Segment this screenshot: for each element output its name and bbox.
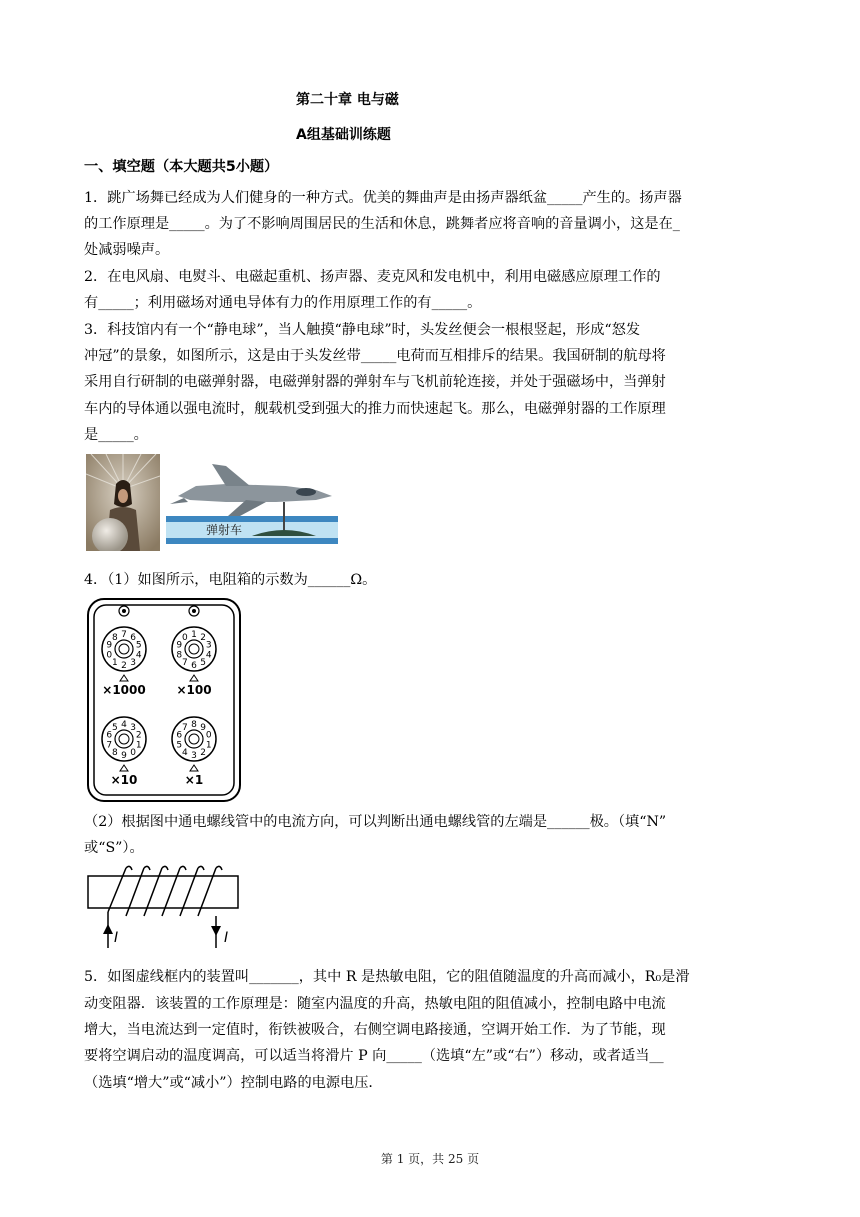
q3-line-5: 是_____。 bbox=[84, 427, 148, 443]
dial-digit: 0 bbox=[182, 632, 188, 643]
q4-part2-line-2: 或“S”）。 bbox=[84, 840, 144, 856]
dial-digit: 6 bbox=[130, 632, 136, 643]
dial-digit: 2 bbox=[200, 632, 206, 643]
q5-line-4: 要将空调启动的温度调高，可以适当将滑片 P 向_____（选填“左”或“右”）移动，或者适当__ bbox=[84, 1048, 664, 1064]
dial-digit: 8 bbox=[191, 720, 197, 730]
page-footer: 第 1 页，共 25 页 bbox=[380, 1152, 480, 1166]
dial-multiplier-label: ×1 bbox=[184, 773, 204, 787]
q1-line-2: 的工作原理是_____。为了不影响周围居民的生活和休息，跳舞者应将音响的音量调小，这是在_ bbox=[84, 216, 680, 232]
q2-line-2: 有_____；利用磁场对通电导体有力的作用原理工作的有_____。 bbox=[84, 295, 482, 311]
dial-digit: 7 bbox=[121, 630, 127, 640]
dial-digit: 5 bbox=[176, 740, 183, 751]
q4-part2-line-1: （2）根据图中通电螺线管中的电流方向，可以判断出通电螺线管的左端是______极。（填“N” bbox=[84, 814, 667, 830]
dial-digit: 1 bbox=[112, 658, 118, 669]
dial-digit: 6 bbox=[176, 730, 183, 741]
solenoid-diagram bbox=[86, 862, 246, 952]
dial-digit: 2 bbox=[200, 748, 206, 759]
dial-digit: 8 bbox=[176, 650, 183, 661]
dial-digit: 9 bbox=[176, 640, 183, 651]
section-title: 一、填空题（本大题共5小题） bbox=[84, 159, 279, 175]
q5-line-3: 增大，当电流达到一定值时，衔铁被吸合，右侧空调电路接通，空调开始工作．为了节能，现 bbox=[84, 1022, 666, 1038]
catapult-jet-photo bbox=[166, 460, 338, 548]
dial-digit: 3 bbox=[191, 751, 197, 761]
dial-digit: 7 bbox=[182, 658, 188, 669]
dial-digit: 1 bbox=[205, 740, 212, 751]
q5-line-5: （选填“增大”或“减小”）控制电路的电源电压． bbox=[84, 1075, 383, 1091]
q3-line-1: 3．科技馆内有一个“静电球”，当人触摸“静电球”时，头发丝便会一根根竖起，形成“怒发 bbox=[84, 322, 641, 338]
dial-digit: 1 bbox=[191, 630, 197, 640]
dial-digit: 4 bbox=[135, 650, 142, 661]
dial-digit: 3 bbox=[130, 722, 136, 733]
solenoid-core bbox=[88, 876, 238, 908]
dial-digit: 0 bbox=[130, 748, 136, 759]
dial-multiplier-label: ×100 bbox=[176, 683, 212, 697]
dial-digit: 5 bbox=[112, 722, 118, 733]
dial-digit: 6 bbox=[106, 730, 113, 741]
dial-digit: 5 bbox=[200, 658, 206, 669]
dial-multiplier-label: ×1000 bbox=[102, 683, 146, 697]
catapult-label: 弹射车 bbox=[206, 523, 243, 537]
dial-digit: 2 bbox=[135, 730, 142, 741]
q5-line-1: 5．如图虚线框内的装置叫_______，其中 R 是热敏电阻，它的阻值随温度的升高而减小，R₀是滑 bbox=[84, 969, 690, 985]
dial-digit: 7 bbox=[182, 722, 188, 733]
dial-digit: 8 bbox=[112, 632, 118, 643]
dial-digit: 9 bbox=[106, 640, 113, 651]
dial-digit: 2 bbox=[121, 661, 127, 671]
dial-digit: 1 bbox=[135, 740, 142, 751]
q1-line-1: 1．跳广场舞已经成为人们健身的一种方式。优美的舞曲声是由扬声器纸盆_____产生的。扬声器 bbox=[84, 190, 682, 206]
chapter-title: 第二十章 电与磁 bbox=[296, 92, 399, 108]
dial-digit: 3 bbox=[205, 640, 212, 651]
current-label-right: I bbox=[224, 930, 229, 946]
current-label-left: I bbox=[114, 930, 119, 946]
group-title: A组基础训练题 bbox=[296, 127, 391, 143]
dial-digit: 7 bbox=[106, 740, 113, 751]
dial-digit: 0 bbox=[106, 650, 113, 661]
static-ball-photo bbox=[86, 454, 160, 551]
q5-line-2: 动变阻器．该装置的工作原理是：随室内温度的升高，热敏电阻的阻值减小，控制电路中电流 bbox=[84, 996, 666, 1012]
dial-digit: 3 bbox=[130, 658, 136, 669]
dial-multiplier-label: ×10 bbox=[110, 773, 138, 787]
current-arrow-up bbox=[103, 924, 113, 934]
q1-line-3: 处减弱噪声。 bbox=[84, 242, 170, 258]
dial-digit: 8 bbox=[112, 748, 118, 759]
dial-digit: 4 bbox=[121, 720, 127, 730]
dial-digit: 9 bbox=[121, 751, 127, 761]
dial-digit: 4 bbox=[205, 650, 212, 661]
q3-line-3: 采用自行研制的电磁弹射器，电磁弹射器的弹射车与飞机前轮连接，并处于强磁场中，当弹射 bbox=[84, 374, 666, 390]
resistance-box bbox=[86, 597, 242, 803]
dial-digit: 0 bbox=[205, 730, 212, 741]
q3-line-2: 冲冠”的景象，如图所示，这是由于头发丝带_____电荷而互相排斥的结果。我国研制的航母将 bbox=[84, 348, 666, 364]
q2-line-1: 2．在电风扇、电熨斗、电磁起重机、扬声器、麦克风和发电机中，利用电磁感应原理工作的 bbox=[84, 269, 661, 285]
dial-digit: 9 bbox=[200, 722, 206, 733]
dial-digit: 4 bbox=[182, 748, 188, 759]
dial-digit: 6 bbox=[191, 661, 197, 671]
solenoid-coil bbox=[108, 866, 222, 948]
current-arrow-down bbox=[211, 926, 221, 936]
dial-digit: 5 bbox=[135, 640, 142, 651]
q3-line-4: 车内的导体通以强电流时，舰载机受到强大的推力而快速起飞。那么，电磁弹射器的工作原理 bbox=[84, 401, 666, 417]
q4-part1: 4．（1）如图所示，电阻箱的示数为______Ω。 bbox=[84, 572, 377, 588]
